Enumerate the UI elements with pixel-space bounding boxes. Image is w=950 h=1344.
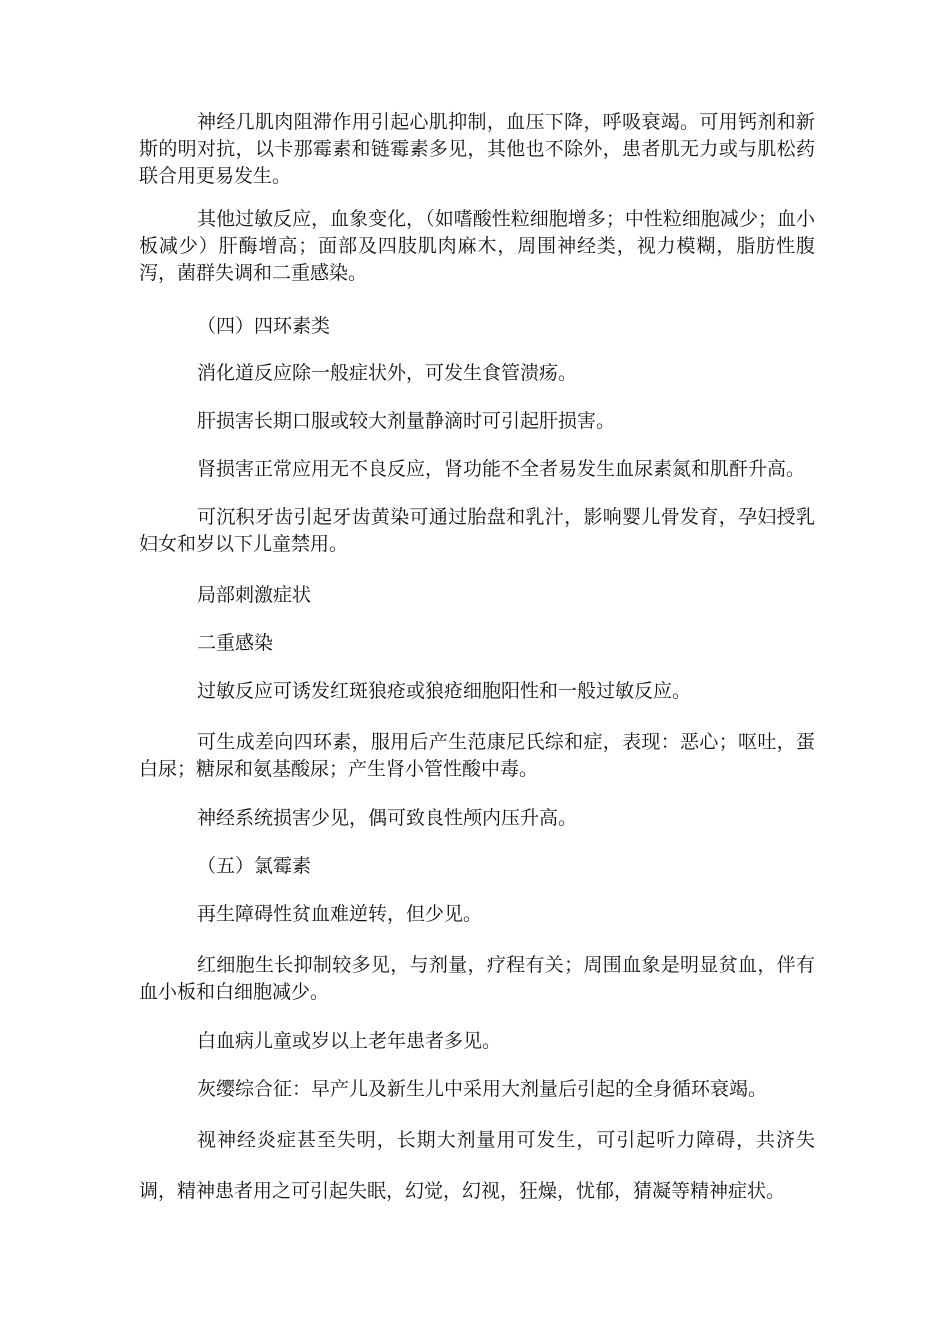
paragraph-liver-damage: 肝损害长期口服或较大剂量静滴时可引起肝损害。	[197, 410, 616, 432]
paragraph-local-irritation: 局部刺激症状	[197, 584, 312, 606]
section-heading-tetracyclines: （四）四环素类	[197, 315, 331, 337]
paragraph-allergy-lupus: 过敏反应可诱发红斑狼疮或狼疮细胞阳性和一般过敏反应。	[197, 680, 692, 702]
section-heading-chloramphenicol: （五）氯霉素	[197, 855, 312, 877]
paragraph-teeth: 可沉积牙齿引起牙齿黄染可通过胎盘和乳汁，影响婴儿骨发育，孕妇授乳妇女和岁以下儿童禁用。	[139, 506, 815, 555]
paragraph-leukemia: 白血病儿童或岁以上老年患者多见。	[197, 1030, 502, 1052]
paragraph-rbc-suppression: 红细胞生长抑制较多见，与剂量，疗程有关；周围血象是明显贫血，伴有血小板和白细胞减少。	[139, 954, 815, 1003]
paragraph-other-allergy: 其他过敏反应，血象变化，（如嗜酸性粒细胞增多；中性粒细胞减少；血小板减少）肝酶增高；面部及四肢肌肉麻木，周围神经类，视力模糊，脂肪性腹泻，菌群失调和二重感染。	[139, 208, 815, 284]
paragraph-aplastic-anemia: 再生障碍性贫血难逆转，但少见。	[197, 903, 483, 925]
paragraph-nervous-system: 神经系统损害少见，偶可致良性颅内压升高。	[197, 807, 578, 829]
paragraph-neuromuscular-block: 神经几肌肉阻滞作用引起心肌抑制，血压下降，呼吸衰竭。可用钙剂和新斯的明对抗，以卡那霉素和链霉素多见，其他也不除外，患者肌无力或与肌松药联合用更易发生。	[139, 111, 815, 187]
paragraph-digestive: 消化道反应除一般症状外，可发生食管溃疡。	[197, 362, 578, 384]
paragraph-gray-syndrome: 灰缨综合征：早产儿及新生儿中采用大剂量后引起的全身循环衰竭。	[197, 1078, 768, 1100]
paragraph-kidney-damage: 肾损害正常应用无不良反应，肾功能不全者易发生血尿素氮和肌酐升高。	[197, 458, 806, 480]
paragraph-optic-neuritis: 视神经炎症甚至失明，长期大剂量用可发生，可引起听力障碍，共济失调，精神患者用之可引起失眠，幻觉，幻视，狂燥，忧郁，猜凝等精神症状。	[139, 1129, 815, 1202]
paragraph-superinfection: 二重感染	[197, 632, 274, 654]
paragraph-epitetracycline: 可生成差向四环素，服用后产生范康尼氏综和症，表现：恶心；呕吐，蛋白尿；糖尿和氨基酸尿；产生肾小管性酸中毒。	[139, 731, 815, 780]
